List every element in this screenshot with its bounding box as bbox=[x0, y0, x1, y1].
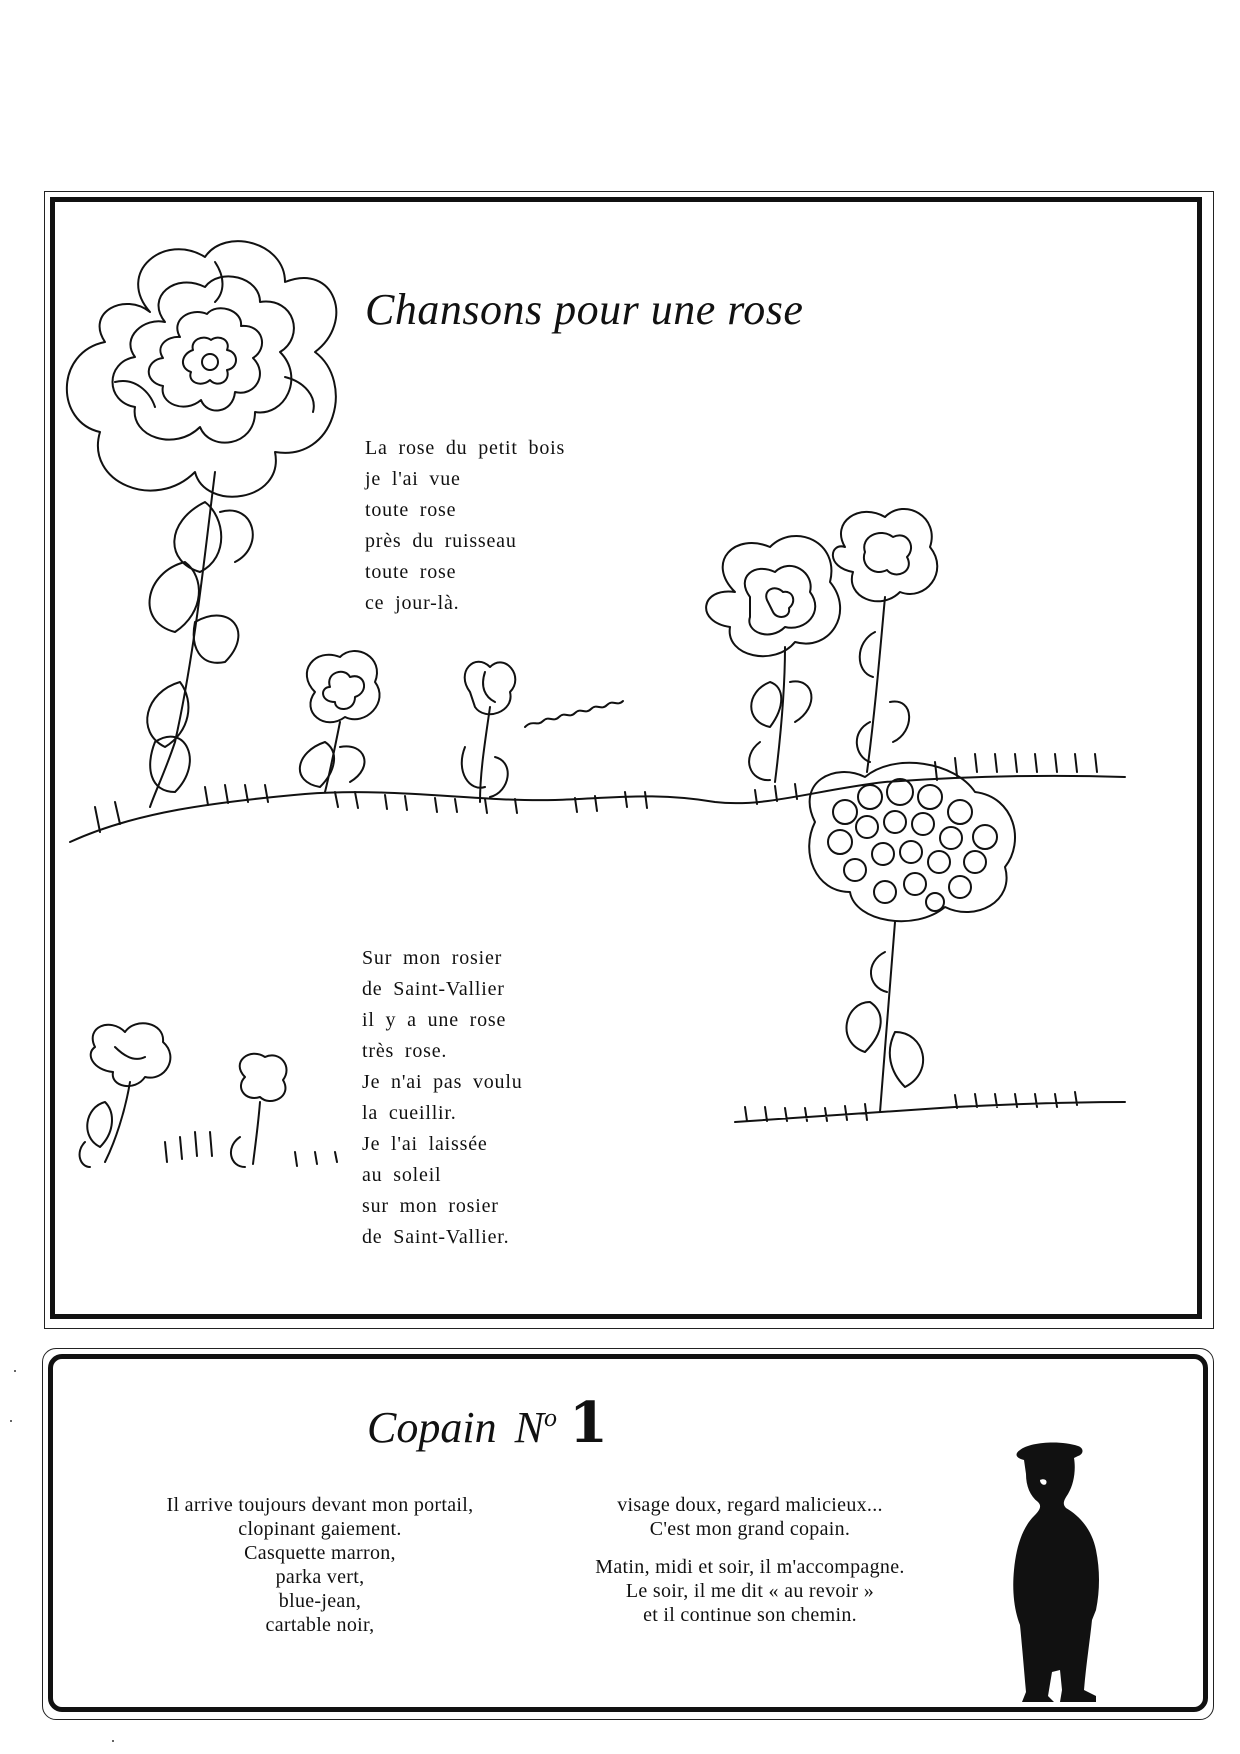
copain-line: parka vert, bbox=[275, 1566, 365, 1588]
copain-title-number: 1 bbox=[568, 1390, 608, 1456]
copain-text-left-column bbox=[120, 1493, 520, 1637]
poem-line: je l'ai vue bbox=[365, 468, 461, 490]
copain-line: Matin, midi et soir, il m'accompagne. bbox=[595, 1556, 905, 1578]
copain-line: visage doux, regard malicieux... bbox=[617, 1494, 883, 1516]
flower-illustration bbox=[55, 202, 1197, 1314]
poem-line: Sur mon rosier bbox=[362, 947, 503, 969]
bottom-left-flowers-drawing bbox=[80, 1023, 337, 1167]
copain-title-word: Copain bbox=[367, 1403, 497, 1452]
stanza-gap bbox=[540, 1541, 960, 1555]
poem-line: toute rose bbox=[365, 499, 457, 521]
poem-stanza-1 bbox=[365, 433, 565, 619]
copain-line: C'est mon grand copain. bbox=[649, 1518, 851, 1540]
right-flower-2-drawing bbox=[833, 509, 937, 772]
copain-line: blue-jean, bbox=[278, 1590, 362, 1612]
copain-line: cartable noir, bbox=[265, 1614, 375, 1636]
print-speck bbox=[10, 1420, 12, 1422]
poem-line: Je n'ai pas voulu bbox=[362, 1071, 523, 1093]
grass-marks bbox=[95, 754, 1097, 832]
poem-line: toute rose bbox=[365, 561, 457, 583]
poem-line: ce jour-là. bbox=[365, 592, 460, 614]
copain-title-no: N bbox=[514, 1403, 544, 1452]
poem-line: de Saint-Vallier. bbox=[362, 1226, 510, 1248]
boy-silhouette-illustration bbox=[1000, 1440, 1110, 1704]
large-flower-drawing bbox=[67, 241, 336, 497]
print-speck bbox=[112, 1740, 114, 1742]
poem-title: Chansons pour une rose bbox=[365, 285, 804, 334]
poem-line: de Saint-Vallier bbox=[362, 978, 505, 1000]
copain-line: Casquette marron, bbox=[244, 1542, 396, 1564]
lower-right-grass bbox=[735, 1092, 1125, 1122]
small-flower-1-drawing bbox=[300, 651, 380, 792]
small-flower-2-drawing bbox=[462, 662, 516, 802]
copain-title-sup: o bbox=[543, 1403, 557, 1432]
poem-line: il y a une rose bbox=[362, 1009, 507, 1031]
poem-line: La rose du petit bois bbox=[365, 437, 566, 459]
large-flower-stem-drawing bbox=[147, 472, 253, 807]
poem-line: la cueillir. bbox=[362, 1102, 457, 1124]
copain-line: Le soir, il me dit « au revoir » bbox=[625, 1580, 875, 1602]
rose-bush-drawing bbox=[809, 763, 1015, 1112]
poem-line: près du ruisseau bbox=[365, 530, 517, 552]
copain-line: et il continue son chemin. bbox=[643, 1604, 857, 1626]
birds-squiggle bbox=[525, 701, 623, 727]
poem-line: au soleil bbox=[362, 1164, 442, 1186]
print-speck bbox=[14, 1370, 16, 1372]
poem-line: très rose. bbox=[362, 1040, 448, 1062]
copain-line: clopinant gaiement. bbox=[238, 1518, 402, 1540]
right-flower-1-drawing bbox=[706, 536, 840, 782]
copain-line: Il arrive toujours devant mon portail, bbox=[166, 1494, 474, 1516]
poem-line: sur mon rosier bbox=[362, 1195, 499, 1217]
poem-stanza-2 bbox=[362, 943, 523, 1253]
copain-title bbox=[367, 1390, 608, 1456]
copain-text-right-column bbox=[540, 1493, 960, 1627]
poem-line: Je l'ai laissée bbox=[362, 1133, 488, 1155]
